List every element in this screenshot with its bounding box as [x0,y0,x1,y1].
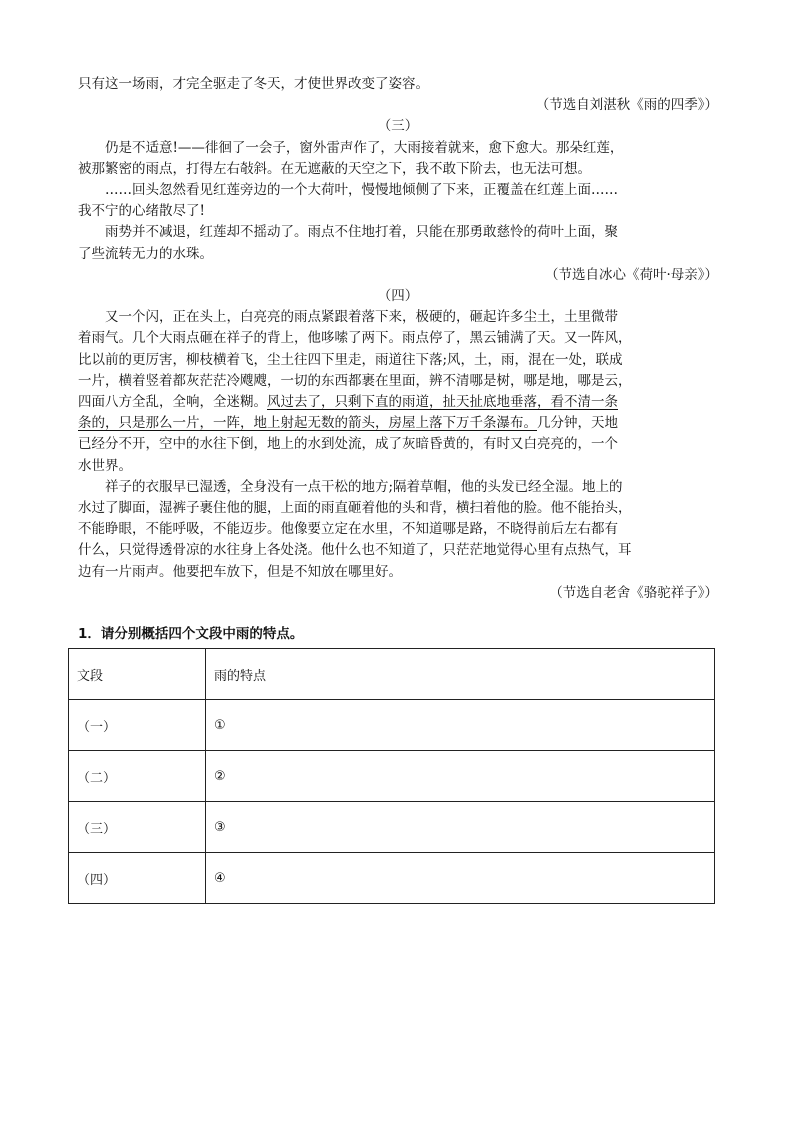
passage-line: 我不宁的心绪散尽了! [78,203,205,220]
section-cell: （一） [69,700,206,751]
passage-line: 雨势并不减退，红莲却不摇动了。雨点不住地打着，只能在那勇敢慈怜的荷叶上面，聚 [105,224,618,241]
answer-cell[interactable]: ② [206,751,715,802]
table-header-row [69,649,715,700]
plain-text: 四面八方全乱，全响，全迷糊。 [78,394,267,411]
table-row [69,700,715,751]
header-cell-feature: 雨的特点 [206,649,715,700]
passage-line [78,392,718,413]
table-row [69,853,715,904]
passage-line: 着雨气。几个大雨点砸在祥子的背上，他哆嗦了两下。雨点停了，黑云铺满了天。又一阵风， [78,330,632,347]
header-cell-section: 文段 [69,649,206,700]
question-1-label: 1．请分别概括四个文段中雨的特点。 [78,626,304,642]
section-heading-3: （三） [377,118,419,135]
passage-line: ……回头忽然看见红莲旁边的一个大荷叶，慢慢地倾侧了下来，正覆盖在红莲上面…… [105,182,618,199]
passage-line: 祥子的衣服早已湿透，全身没有一点干松的地方;隔着草帽，他的头发已经全湿。地上的 [105,478,623,495]
answer-cell[interactable]: ④ [206,853,715,904]
passage-line: 了些流转无力的水珠。 [78,245,213,262]
answer-cell[interactable]: ③ [206,802,715,853]
table-row [69,802,715,853]
passage-line: 已经分不开，空中的水往下倒，地上的水到处流，成了灰暗昏黄的，有时又白亮亮的，一个 [78,436,618,453]
section-cell: （三） [69,802,206,853]
underlined-sentence: 风过去了，只剩下直的雨道，扯天扯底地垂落，看不清一条 [267,394,618,411]
passage-line: 不能睁眼，不能呼吸，不能迈步。他像要立定在水里，不知道哪是路，不晓得前后左右都有 [78,521,618,538]
passage-line: 水世界。 [78,457,132,474]
passage-line: 边有一片雨声。他要把车放下，但是不知放在哪里好。 [78,563,402,580]
passage-line: 又一个闪，正在头上，白亮亮的雨点紧跟着落下来，极硬的，砸起许多尘土，土里微带 [105,309,618,326]
section-cell: （二） [69,751,206,802]
source-citation: （节选自刘湛秋《雨的四季》） [535,97,718,114]
answer-table [68,648,715,904]
plain-text: 几分钟，天地 [537,415,618,432]
table-row [69,751,715,802]
passage-line: 只有这一场雨，才完全驱走了冬天，才使世界改变了姿容。 [78,76,429,92]
source-citation: （节选自冰心《荷叶·母亲》） [544,266,718,283]
passage-line: 什么，只觉得透骨凉的水往身上各处浇。他什么也不知道了，只茫茫地觉得心里有点热气，耳 [78,542,632,559]
section-heading-4: （四） [377,288,419,305]
passage-line: 一片，横着竖着都灰茫茫冷飕飕，一切的东西都裹在里面，辨不清哪是树，哪是地，哪是云， [78,372,632,389]
passage-line: 水过了脚面，湿裤子裹住他的腿，上面的雨直砸着他的头和背，横扫着他的脸。他不能抬头， [78,500,632,517]
passage-line: 比以前的更厉害，柳枝横着飞，尘土往四下里走，雨道往下落;风，土，雨，混在一处，联成 [78,351,623,368]
reading-passage [78,74,718,604]
underlined-sentence: 条的，只是那么一片，一阵，地上射起无数的箭头，房屋上落下万千条瀑布。 [78,415,537,432]
passage-line: 仍是不适意!——徘徊了一会子，窗外雷声作了，大雨接着就来，愈下愈大。那朵红莲， [105,139,624,156]
answer-cell[interactable]: ① [206,700,715,751]
passage-line [78,413,718,434]
source-citation: （节选自老舍《骆驼祥子》） [549,584,718,601]
passage-line: 被那繁密的雨点，打得左右敧斜。在无遮蔽的天空之下，我不敢下阶去，也无法可想。 [78,160,591,177]
section-cell: （四） [69,853,206,904]
